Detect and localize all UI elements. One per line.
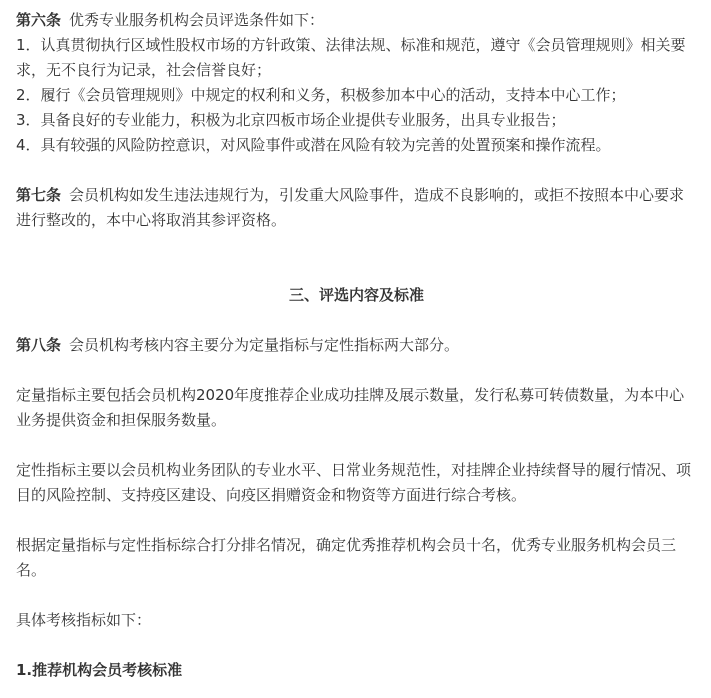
ranking-paragraph: 根据定量指标与定性指标综合打分排名情况，确定优秀推荐机构会员十名，优秀专业服务机构会员三名。 [16, 536, 677, 579]
article-6-intro-text: 优秀专业服务机构会员评选条件如下： [69, 11, 325, 29]
section-3-title: 三、评选内容及标准 [288, 286, 424, 304]
quantitative-paragraph: 定量指标主要包括会员机构2020年度推荐企业成功挂牌及展示数量，发行私募可转债数量，为本中心业务提供资金和担保服务数量。 [16, 386, 685, 429]
article-6-item-2: 2．履行《会员管理规则》中规定的权利和义务，积极参加本中心的活动，支持本中心工作； [16, 86, 626, 104]
article-6-item-1: 1．认真贯彻执行区域性股权市场的方针政策、法律法规、标准和规范，遵守《会员管理规则》相关要求，无不良行为记录，社会信誉良好； [16, 36, 686, 79]
spacer [16, 358, 697, 383]
spacer [16, 508, 697, 533]
spacer [16, 308, 697, 333]
spacer [16, 433, 697, 458]
article-7 [16, 183, 697, 233]
article-7-text: 会员机构如发生违法违规行为，引发重大风险事件，造成不良影响的，或拒不按照本中心要求进行整改的，本中心将取消其参评资格。 [16, 186, 685, 229]
spacer [16, 233, 697, 283]
article-6-item-3: 3．具备良好的专业能力，积极为北京四板市场企业提供专业服务，出具专业报告； [16, 111, 566, 129]
article-6-intro [16, 8, 697, 33]
top-spacer [16, 0, 697, 8]
article-7-label: 第七条 [16, 186, 62, 204]
article-6-item-4: 4．具有较强的风险防控意识，对风险事件或潜在风险有较为完善的处置预案和操作流程。 [16, 136, 611, 154]
article-6-label: 第六条 [16, 11, 62, 29]
spacer [16, 633, 697, 658]
spacer [16, 158, 697, 183]
article-8-text: 会员机构考核内容主要分为定量指标与定性指标两大部分。 [69, 336, 460, 354]
article-8 [16, 333, 697, 358]
subsection-1-title: 1.推荐机构会员考核标准 [16, 661, 183, 679]
spacer [16, 583, 697, 608]
qualitative-paragraph: 定性指标主要以会员机构业务团队的专业水平、日常业务规范性，对挂牌企业持续督导的履行情况、项目的风险控制、支持疫区建设、向疫区捐赠资金和物资等方面进行综合考核。 [16, 461, 692, 504]
details-intro: 具体考核指标如下： [16, 611, 152, 629]
article-8-label: 第八条 [16, 336, 62, 354]
